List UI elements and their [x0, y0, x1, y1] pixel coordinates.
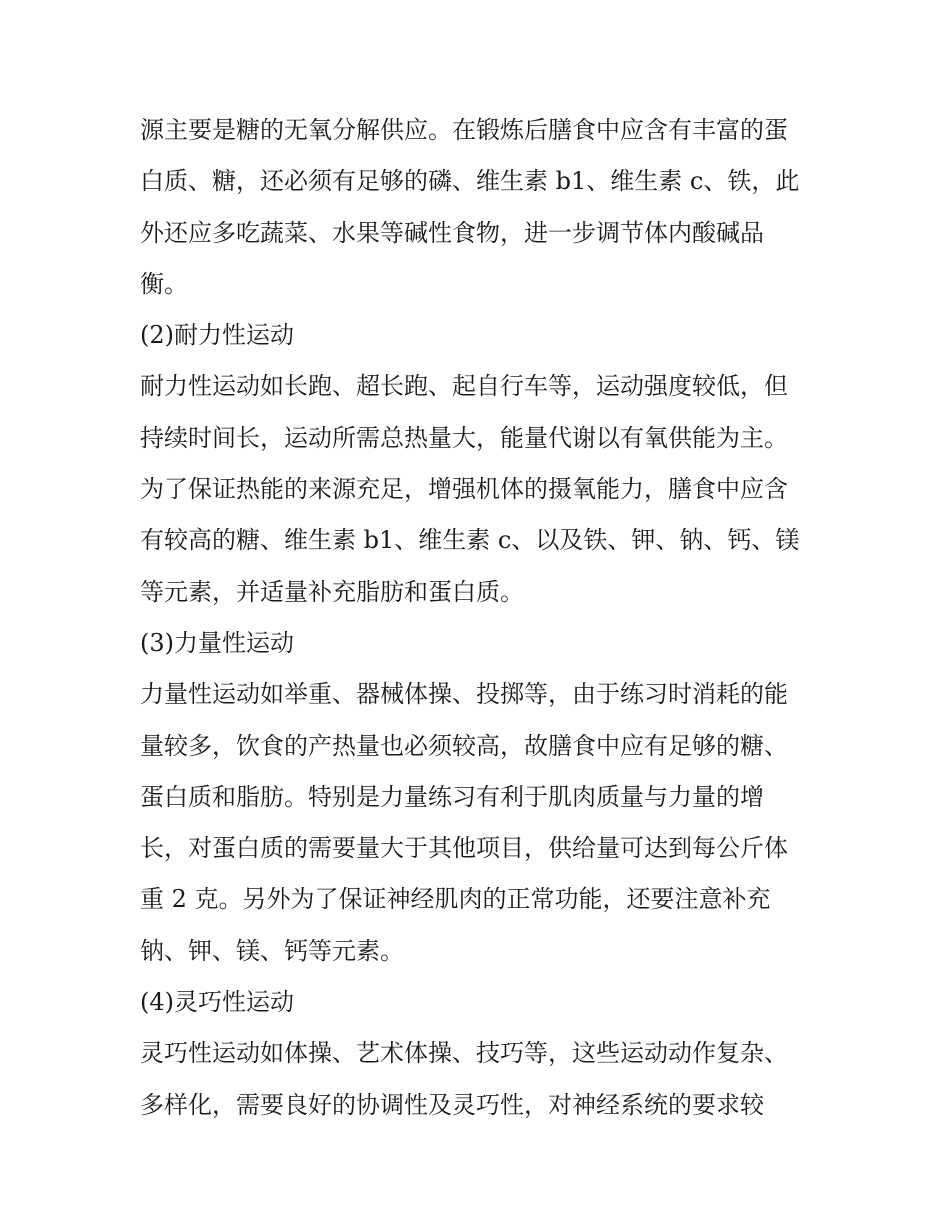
text-line: 为了保证热能的来源充足，增强机体的摄氧能力，膳食中应含: [140, 475, 788, 504]
text-line: 等元素，并适量补充脂肪和蛋白质。: [140, 577, 524, 606]
text-line: 蛋白质和脂肪。特别是力量练习有利于肌肉质量与力量的增: [140, 782, 764, 811]
text-line: 外还应多吃蔬菜、水果等碱性食物，进一步调节体内酸碱品: [140, 218, 764, 247]
text-line: 力量性运动如举重、器械体操、投掷等，由于练习时消耗的能: [140, 680, 788, 709]
text-line: 持续时间长，运动所需总热量大，能量代谢以有氧供能为主。: [140, 423, 788, 452]
text-line: 多样化，需要良好的协调性及灵巧性，对神经系统的要求较: [140, 1090, 764, 1119]
text-line: 白质、糖，还必须有足够的磷、维生素 b1、维生素 c、铁，此: [140, 167, 800, 196]
text-line: 有较高的糖、维生素 b1、维生素 c、以及铁、钾、钠、钙、镁: [140, 526, 800, 555]
text-line: 重 2 克。另外为了保证神经肌肉的正常功能，还要注意补充: [140, 885, 771, 914]
section-heading: (3)力量性运动: [140, 628, 294, 657]
text-line: 源主要是糖的无氧分解供应。在锻炼后膳食中应含有丰富的蛋: [140, 116, 788, 144]
text-line: 耐力性运动如长跑、超长跑、起自行车等，运动强度较低，但: [140, 372, 788, 401]
text-line: 长，对蛋白质的需要量大于其他项目，供给量可达到每公斤体: [140, 834, 788, 863]
section-heading: (4)灵巧性运动: [140, 988, 294, 1017]
section-heading: (2)耐力性运动: [140, 321, 294, 350]
text-line: 钠、钾、镁、钙等元素。: [140, 936, 404, 965]
document-body: [140, 105, 820, 1131]
text-line: 衡。: [140, 269, 188, 298]
text-line: 灵巧性运动如体操、艺术体操、技巧等，这些运动动作复杂、: [140, 1039, 788, 1068]
text-line: 量较多，饮食的产热量也必须较高，故膳食中应有足够的糖、: [140, 731, 788, 760]
